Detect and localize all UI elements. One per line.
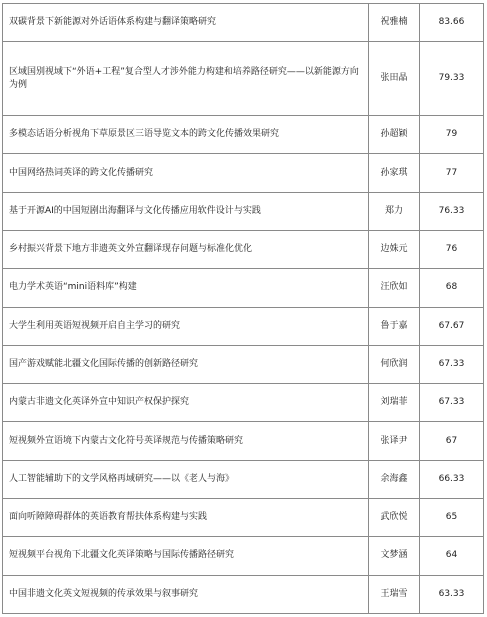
table-row xyxy=(3,345,484,383)
results-table xyxy=(2,3,484,614)
project-title: 短视频平台视角下北疆文化英译策略与国际传播路径研究 xyxy=(3,537,369,575)
author-name: 刘瑞菲 xyxy=(369,384,420,422)
project-title: 基于开源AI的中国短剧出海翻译与文化传播应用软件设计与实践 xyxy=(3,192,369,230)
project-title: 短视频外宣语境下内蒙古文化符号英译规范与传播策略研究 xyxy=(3,422,369,460)
score-value: 66.33 xyxy=(420,460,484,498)
table-row xyxy=(3,116,484,154)
score-value: 63.33 xyxy=(420,575,484,614)
score-value: 65 xyxy=(420,498,484,536)
results-table-container xyxy=(2,3,483,614)
author-name: 武欣悦 xyxy=(369,498,420,536)
score-value: 77 xyxy=(420,154,484,192)
project-title: 电力学术英语“mini语料库”构建 xyxy=(3,269,369,307)
table-row xyxy=(3,42,484,116)
table-row xyxy=(3,575,484,614)
project-title: 内蒙古非遗文化英译外宣中知识产权保护探究 xyxy=(3,384,369,422)
project-title: 中国非遗文化英文短视频的传承效果与叙事研究 xyxy=(3,575,369,614)
score-value: 79.33 xyxy=(420,42,484,116)
score-value: 67 xyxy=(420,422,484,460)
author-name: 余海鑫 xyxy=(369,460,420,498)
table-row xyxy=(3,460,484,498)
project-title: 多模态话语分析视角下草原景区三语导览文本的跨文化传播效果研究 xyxy=(3,116,369,154)
table-row xyxy=(3,154,484,192)
author-name: 祝雅楠 xyxy=(369,4,420,42)
score-value: 67.33 xyxy=(420,345,484,383)
table-row xyxy=(3,230,484,268)
score-value: 68 xyxy=(420,269,484,307)
project-title: 国产游戏赋能北疆文化国际传播的创新路径研究 xyxy=(3,345,369,383)
author-name: 汪欣如 xyxy=(369,269,420,307)
project-title: 乡村振兴背景下地方非遗英文外宣翻译现存问题与标准化优化 xyxy=(3,230,369,268)
table-row xyxy=(3,384,484,422)
project-title: 区域国别视域下“外语+工程”复合型人才涉外能力构建和培养路径研究——以新能源方向为例 xyxy=(3,42,369,116)
author-name: 文梦涵 xyxy=(369,537,420,575)
score-value: 67.67 xyxy=(420,307,484,345)
score-value: 76 xyxy=(420,230,484,268)
project-title: 面向听障障碍群体的英语教育帮扶体系构建与实践 xyxy=(3,498,369,536)
score-value: 64 xyxy=(420,537,484,575)
table-row xyxy=(3,422,484,460)
project-title: 双碳背景下新能源对外话语体系构建与翻译策略研究 xyxy=(3,4,369,42)
table-row xyxy=(3,269,484,307)
author-name: 孙超颖 xyxy=(369,116,420,154)
table-row xyxy=(3,307,484,345)
table-row xyxy=(3,192,484,230)
author-name: 鲁于嘉 xyxy=(369,307,420,345)
score-value: 79 xyxy=(420,116,484,154)
author-name: 何欣润 xyxy=(369,345,420,383)
score-value: 67.33 xyxy=(420,384,484,422)
project-title: 人工智能辅助下的文学风格再域研究——以《老人与海》 xyxy=(3,460,369,498)
author-name: 郑力 xyxy=(369,192,420,230)
author-name: 孙家琪 xyxy=(369,154,420,192)
score-value: 83.66 xyxy=(420,4,484,42)
author-name: 张田晶 xyxy=(369,42,420,116)
author-name: 王瑞雪 xyxy=(369,575,420,614)
table-row xyxy=(3,498,484,536)
table-row xyxy=(3,4,484,42)
table-row xyxy=(3,537,484,575)
score-value: 76.33 xyxy=(420,192,484,230)
project-title: 大学生利用英语短视频开启自主学习的研究 xyxy=(3,307,369,345)
author-name: 张译尹 xyxy=(369,422,420,460)
project-title: 中国网络热词英译的跨文化传播研究 xyxy=(3,154,369,192)
author-name: 边姝元 xyxy=(369,230,420,268)
